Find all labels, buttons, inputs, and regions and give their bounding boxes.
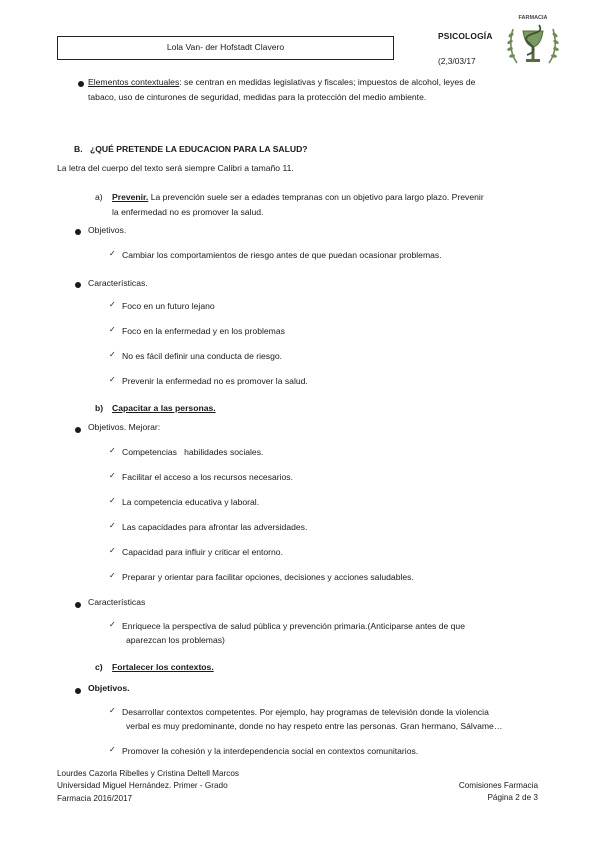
logo-text: FARMACIA [518, 15, 548, 21]
check-icon: ✓ [109, 521, 116, 530]
objetivos-suffix-2: Mejorar: [126, 422, 161, 432]
mejorar-item-3: La competencia educativa y laboral. [122, 497, 260, 507]
check-icon: ✓ [109, 300, 116, 309]
bullet-icon [75, 602, 81, 608]
objetivo-item: Cambiar los comportamientos de riesgo antes de que puedan ocasionar problemas. [122, 250, 442, 260]
check-icon: ✓ [109, 706, 116, 715]
item-a-title: Prevenir. [112, 192, 149, 202]
check-icon: ✓ [109, 546, 116, 555]
elementos-line2: tabaco, uso de cinturones de seguridad, medidas para la protección del medio ambiente. [88, 92, 427, 102]
item-a-text2: la enfermedad no es promover la salud. [112, 207, 264, 217]
caracteristica2-line2: aparezcan los problemas) [126, 635, 225, 645]
footer-right [448, 780, 538, 805]
caracteristica-item-3: No es fácil definir una conducta de riesgo. [122, 351, 283, 361]
section-b-letter: B. [74, 144, 83, 154]
footer-university: Universidad Miguel Hernández. Primer - Grado [57, 781, 228, 791]
item-b-letter: b) [95, 403, 104, 413]
bullet-icon [75, 427, 81, 433]
bullet-icon [75, 688, 81, 694]
objetivo3-line1: Desarrollar contextos competentes. Por ejemplo, hay programas de televisión donde la violencia [122, 707, 489, 717]
item-b-title: Capacitar a las personas. [112, 403, 216, 413]
item-a-text1: La prevención suele ser a edades tempranas con un objetivo para largo plazo. Prevenir [148, 192, 484, 202]
item-c-title: Fortalecer los contextos. [112, 662, 214, 672]
bullet-icon [75, 229, 81, 235]
caracteristica-item-4: Prevenir la enfermedad no es promover la salud. [122, 376, 308, 386]
item-a-paragraph [112, 192, 552, 204]
footer-committee: Comisiones Farmacia [458, 781, 538, 790]
check-icon: ✓ [109, 571, 116, 580]
mejorar-item-4: Las capacidades para afrontar las adversidades. [122, 522, 308, 532]
mejorar-item-1: Competencias habilidades sociales. [122, 447, 264, 457]
caracteristica2-line1: Enriquece la perspectiva de salud pública y prevención primaria.(Anticiparse antes de que [122, 621, 465, 631]
elementos-label: Elementos contextuales [88, 77, 180, 87]
caracteristicas-heading-2: Características [88, 597, 146, 607]
bullet-icon [75, 282, 81, 288]
caracteristica-item-1: Foco en un futuro lejano [122, 301, 215, 311]
mejorar-item-2: Facilitar el acceso a los recursos necesarios. [122, 472, 293, 482]
mejorar-item-5: Capacidad para influir y criticar el entorno. [122, 547, 283, 557]
objetivo3-item2: Promover la cohesión y la interdependencia social en contextos comunitarios. [122, 746, 419, 756]
objetivos-heading-2 [88, 422, 160, 434]
font-note: La letra del cuerpo del texto será siempre Calibri a tamaño 11. [57, 163, 294, 173]
check-icon: ✓ [109, 745, 116, 754]
check-icon: ✓ [109, 620, 116, 629]
objetivos-heading-1: Objetivos. [88, 225, 127, 235]
objetivos-label-2: Objetivos. [88, 422, 127, 432]
footer-authors: Lourdes Cazorla Ribelles y Cristina Deltell Marcos [57, 769, 240, 778]
item-c-letter: c) [95, 662, 103, 672]
caracteristica-item-2: Foco en la enfermedad y en los problemas [122, 326, 285, 336]
author-name-box [57, 36, 394, 60]
caracteristicas-heading-1: Características. [88, 278, 148, 288]
mejorar-item-6: Preparar y orientar para facilitar opciones, decisiones y acciones saludables. [122, 572, 414, 582]
lecture-date: (2,3/03/17 [438, 56, 476, 66]
objetivo3-line2: verbal es muy predominante, donde no hay respeto entre las personas. Gran hermano, Sálvame… [126, 721, 503, 731]
elementos-line1: : se centran en medidas legislativas y fiscales; impuestos de alcohol, leyes de [179, 77, 476, 87]
objetivos-heading-3: Objetivos. [88, 683, 130, 693]
footer-left [57, 768, 239, 805]
check-icon: ✓ [109, 350, 116, 359]
subject-title: PSICOLOGÍA [438, 31, 493, 41]
author-name: Lola Van- der Hofstadt Clavero [166, 42, 285, 53]
check-icon: ✓ [109, 249, 116, 258]
footer-page-number: Página 2 de 3 [487, 793, 538, 803]
check-icon: ✓ [109, 446, 116, 455]
check-icon: ✓ [109, 471, 116, 480]
footer-course: Farmacia 2016/2017 [57, 793, 133, 803]
check-icon: ✓ [109, 375, 116, 384]
pharmacy-logo-icon [503, 11, 563, 73]
section-b-title: ¿QUÉ PRETENDE LA EDUCACION PARA LA SALUD? [90, 144, 308, 154]
check-icon: ✓ [109, 496, 116, 505]
bullet-icon [78, 81, 84, 87]
item-a-letter: a) [95, 192, 103, 202]
elementos-paragraph [88, 77, 548, 89]
check-icon: ✓ [109, 325, 116, 334]
